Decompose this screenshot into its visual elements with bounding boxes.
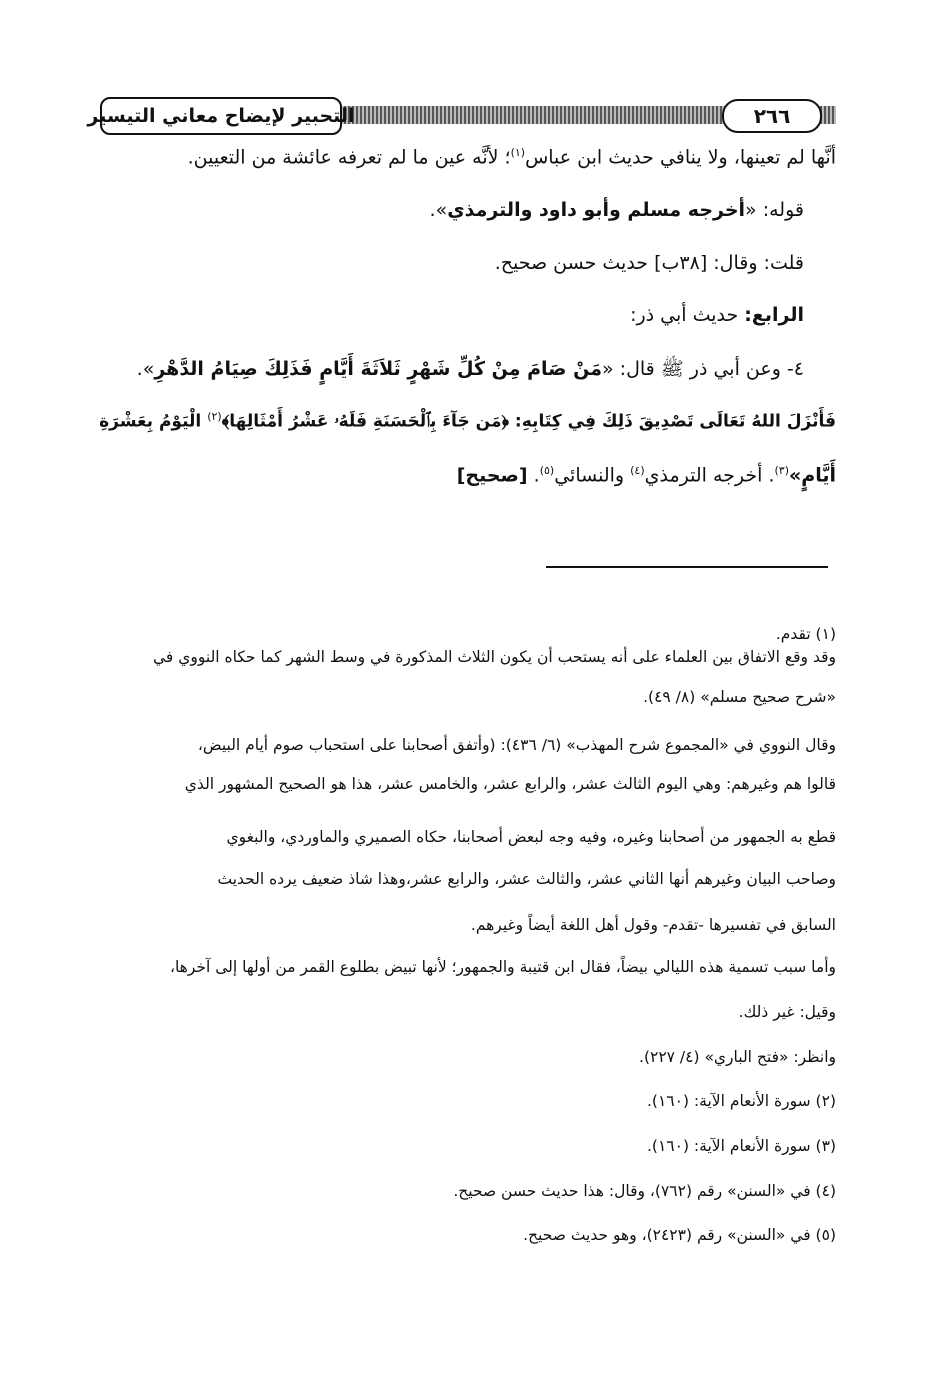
hadith-grade: [صحيح] — [456, 464, 528, 487]
page-number: ٢٦٦ — [722, 99, 822, 133]
hadith-line-2: فَأَنْزَلَ اللهُ تَعَالَى تَصْدِيقَ ذَلِكَ فِي كِتَابِهِ: ﴿مَن جَآءَ بِٱلْحَسَنَةِ فَلَهُۥ عَشْرُ أَمْثَالِهَا﴾$^{(٢)}$ الْيَوْمُ بِعَشْرَةِ — [99, 410, 836, 432]
footnote-1-text: وقيل: غير ذلك. — [738, 1003, 836, 1021]
footnote-2: (٢) سورة الأنعام الآية: (١٦٠). — [646, 1092, 836, 1110]
footnote-4: (٤) في «السنن» رقم (٧٦٢)، وقال: هذا حديث حسن صحيح. — [453, 1182, 836, 1200]
footnote-ref-3[interactable]: (٣) — [774, 464, 790, 477]
body-line-1: أنَّها لم تعينها، ولا ينافي حديث ابن عباس$^{(١)}$؛ لأنَّه عين ما لم تعرفه عائشة من التعيين. — [187, 146, 836, 169]
footnote-1-text: قطع به الجمهور من أصحابنا وغيره، وفيه وجه لبعض أصحابنا، حكاه الصميري والماوردي، والبغوي — [226, 828, 836, 846]
footnote-1: (١) تقدم. — [775, 625, 836, 643]
footnote-1-text: قالوا هم وغيرهم: وهي اليوم الثالث عشر، والرابع عشر، والخامس عشر، هذا هو الصحيح المشهور الذي — [184, 775, 836, 793]
footnote-1-text: السابق في تفسيرها -تقدم- وقول أهل اللغة أيضاً وغيرهم. — [470, 916, 836, 934]
footnote-ref-2[interactable]: (٢) — [207, 410, 222, 423]
footnote-3: (٣) سورة الأنعام الآية: (١٦٠). — [646, 1137, 836, 1155]
footnote-5: (٥) في «السنن» رقم (٢٤٢٣)، وهو حديث صحيح. — [523, 1226, 836, 1244]
running-header — [87, 96, 836, 138]
footnote-ref-1[interactable]: (١) — [510, 146, 526, 159]
section-heading: الرابع: — [744, 304, 804, 326]
footnote-1-text: وقال النووي في «المجموع شرح المهذب» (٦/ ٤٣٦): (وأتفق أصحابنا على استحباب صوم أيام البيض، — [197, 736, 836, 754]
footnote-1-text: وقد وقع الاتفاق بين العلماء على أنه يستحب أن يكون الثلاث المذكورة في وسط الشهر كما حكاه النووي في — [153, 648, 836, 666]
footnote-ref-5[interactable]: (٥) — [539, 464, 555, 477]
hadith-line-1: ٤- وعن أبي ذر ﷺ قال: «مَنْ صَامَ مِنْ كُلِّ شَهْرٍ ثَلاَثَةَ أَيَّامٍ فَذَلِكَ صِيَامُ الدَّهْرِ». — [136, 358, 804, 380]
footnote-1-text: وصاحب البيان وغيرهم أنها الثاني عشر، والثالث عشر، والرابع عشر،وهذا شاذ ضعيف يرده الحديث — [217, 870, 836, 888]
book-title: التحبير لإيضاح معاني التيسير — [100, 97, 342, 135]
hadith-line-3: أَيَّامٍ»$^{(٣)}$. أخرجه الترمذي$^{(٤)}$ والنسائي$^{(٥)}$. [صحيح] — [456, 464, 836, 487]
footnote-1-text: وانظر: «فتح الباري» (٤/ ٢٢٧). — [639, 1048, 836, 1066]
body-line-3: قلت: وقال: [٣٨ب] حديث حسن صحيح. — [494, 252, 804, 274]
footnote-ref-4[interactable]: (٤) — [630, 464, 645, 477]
footnote-1-text: وأما سبب تسمية هذه الليالي بيضاً، فقال ابن قتيبة والجمهور؛ لأنها تبيض بطلوع القمر من أولها إلى آخرها، — [169, 958, 836, 976]
body-line-4: الرابع: حديث أبي ذر: — [630, 304, 804, 326]
footnote-1-text: «شرح صحيح مسلم» (٨/ ٤٩). — [643, 688, 836, 706]
footnote-separator — [546, 566, 828, 568]
body-line-2: قوله: «أخرجه مسلم وأبو داود والترمذي». — [429, 199, 804, 221]
